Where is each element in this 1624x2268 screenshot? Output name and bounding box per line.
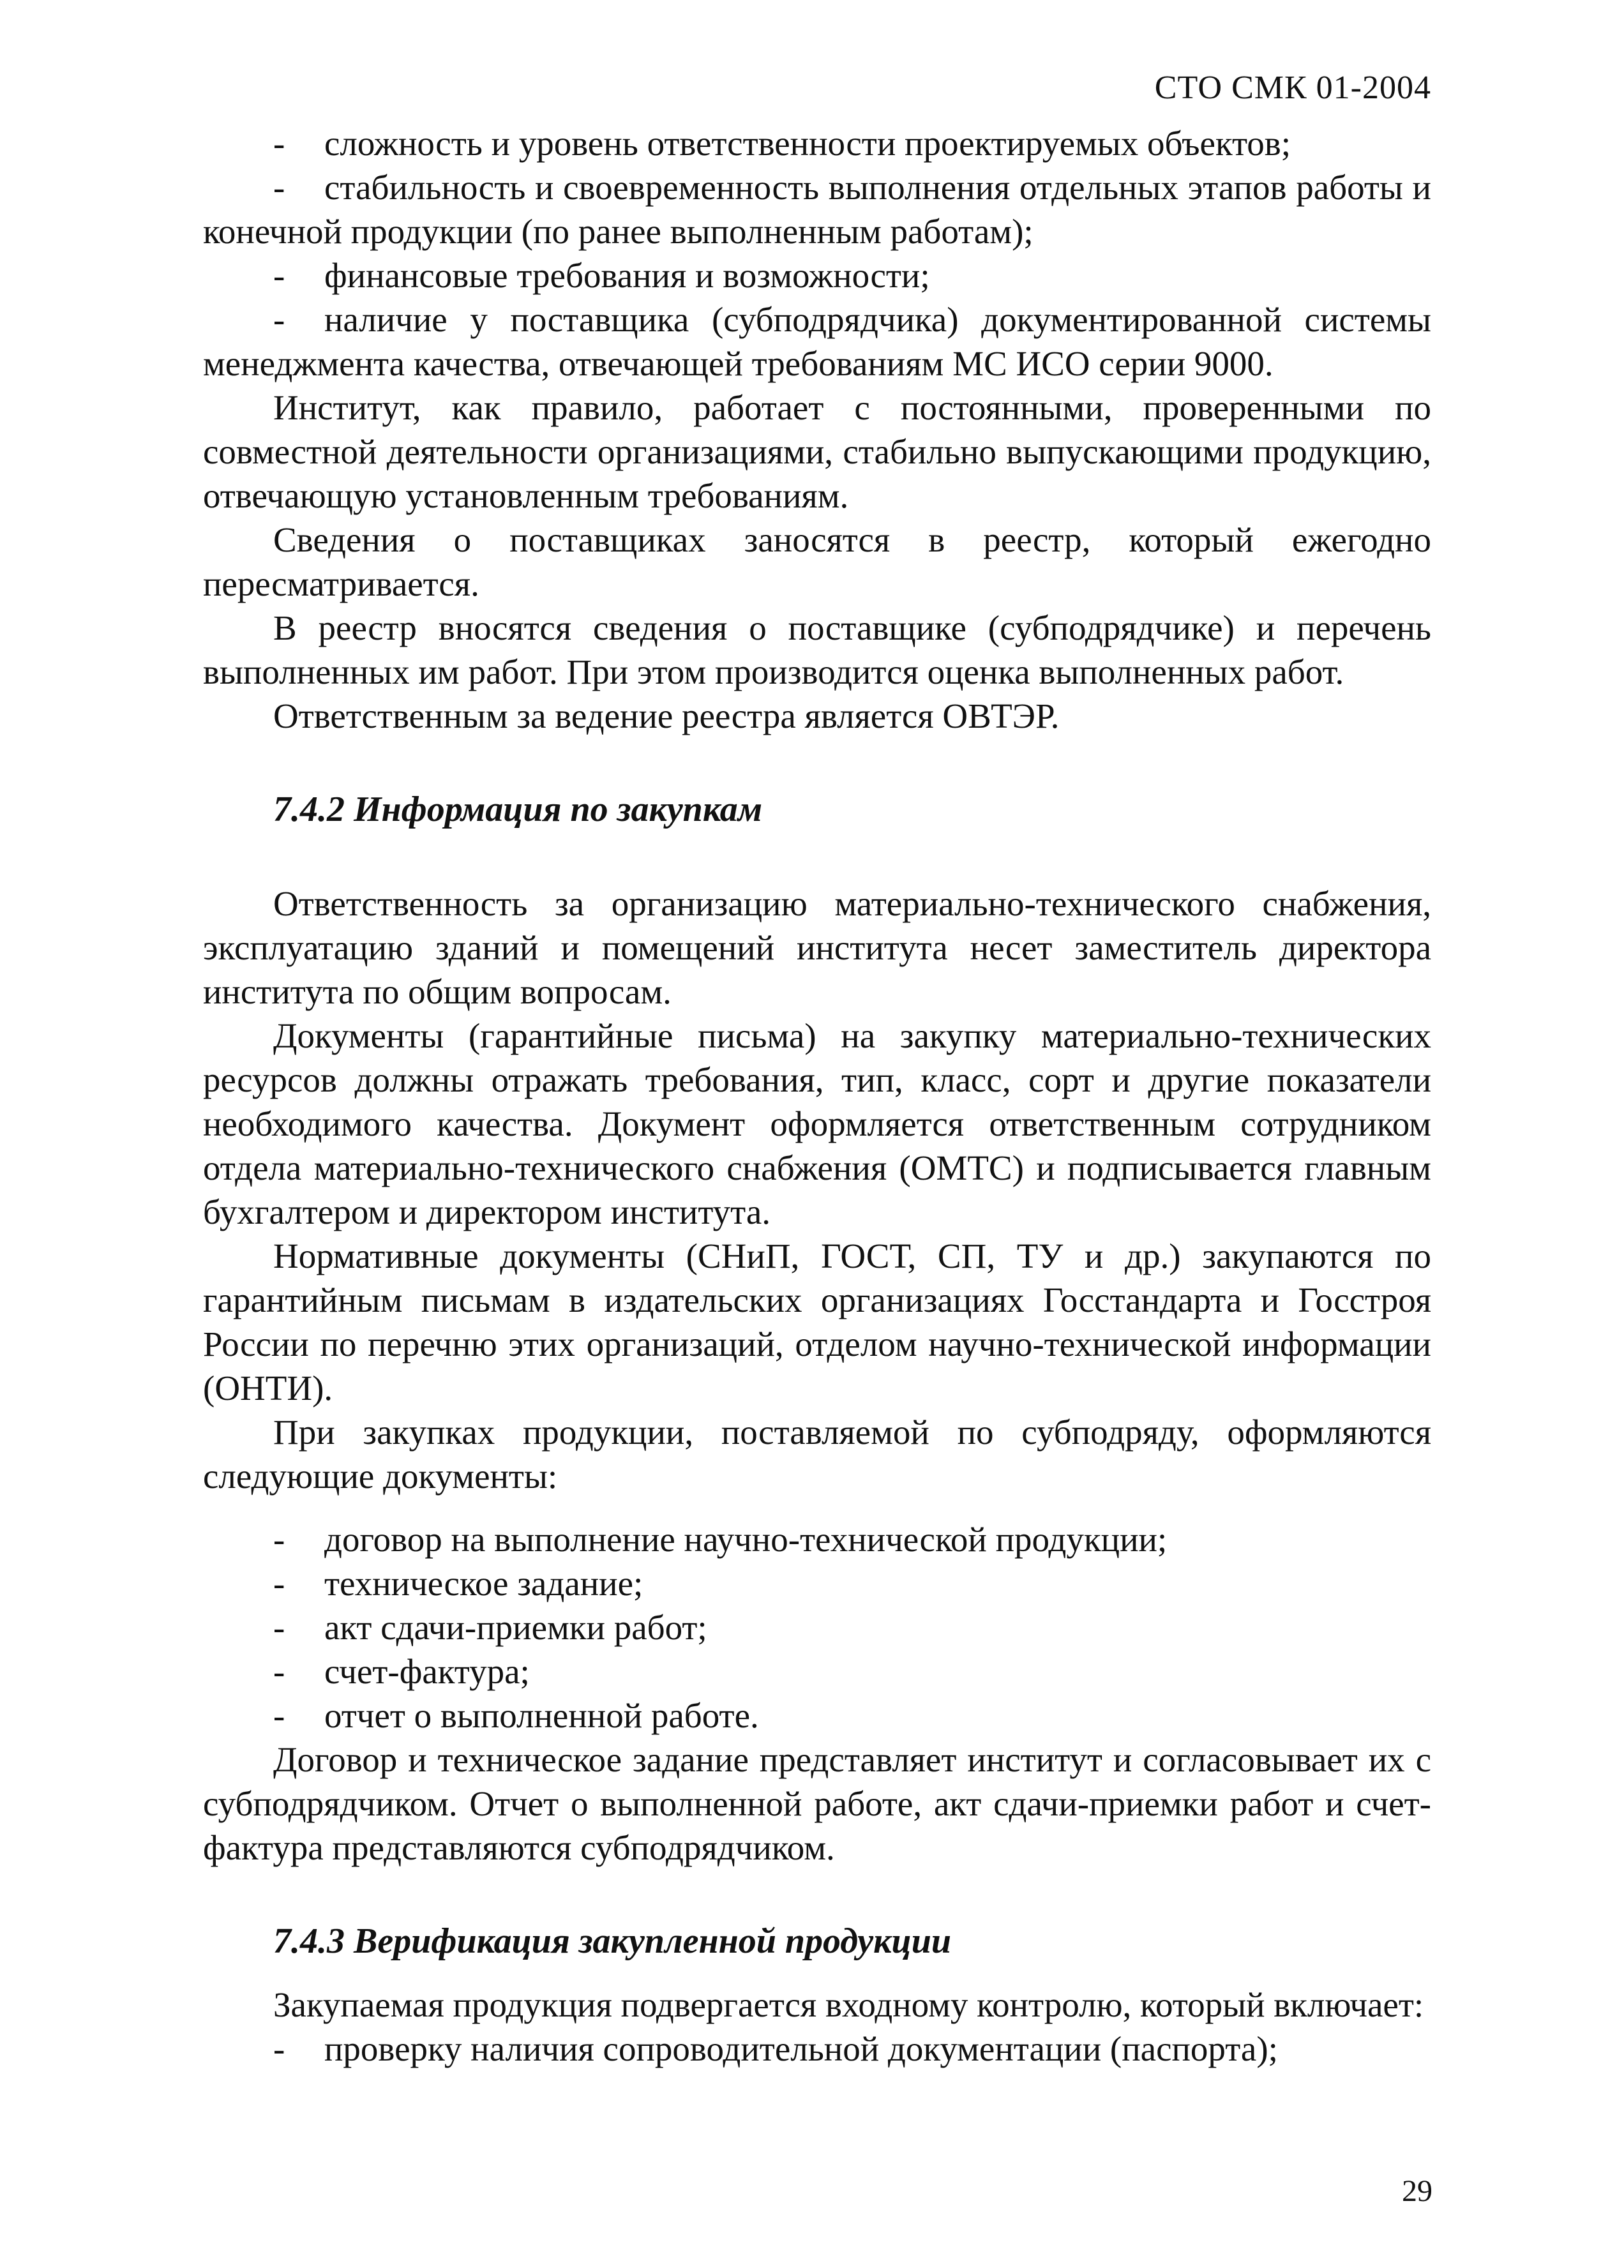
list-item-text: техническое задание;	[324, 1564, 643, 1603]
list-item-text: договор на выполнение научно-технической продукции;	[324, 1520, 1168, 1559]
section-heading-7-4-2: 7.4.2 Информация по закупкам	[273, 790, 763, 829]
list-item	[203, 1561, 1431, 1605]
list-item-text: стабильность и своевременность выполнения отдельных этапов работы и конечной продукции (по ранее выполненным работам);	[203, 168, 1431, 251]
list-item	[203, 165, 1431, 253]
paragraph: Институт, как правило, работает с постоянными, проверенными по совместной деятельности организациями, стабильно выпускающими продукцию, отвечающую установленным требованиям.	[203, 388, 1431, 515]
list-item-text: акт сдачи-приемки работ;	[324, 1608, 707, 1647]
list-item-text: отчет о выполненной работе.	[324, 1696, 759, 1735]
list-item-text: счет-фактура;	[324, 1652, 530, 1691]
paragraph: Нормативные документы (СНиП, ГОСТ, СП, ТУ и др.) закупаются по гарантийным письмам в издательских организациях Госстандарта и Госстроя России по перечню этих организаций, отделом научно-технической информации (ОНТИ).	[203, 1236, 1431, 1408]
bullet-dash: -	[273, 168, 285, 207]
bullet-dash: -	[273, 300, 285, 339]
bullet-dash: -	[273, 256, 285, 295]
bullet-dash: -	[273, 2029, 285, 2068]
list-item-text: финансовые требования и возможности;	[324, 256, 930, 295]
paragraph: Договор и техническое задание представляет институт и согласовывает их с субподрядчиком. Отчет о выполненной работе, акт сдачи-приемки работ и счет-фактура представляются субподрядчиком.	[203, 1740, 1431, 1867]
list-item	[203, 253, 1431, 297]
list-item	[203, 1517, 1431, 1561]
bullet-dash: -	[273, 1652, 285, 1691]
paragraph: Ответственным за ведение реестра является ОВТЭР.	[273, 696, 1060, 735]
list-item	[203, 297, 1431, 386]
list-item	[203, 2027, 1431, 2071]
list-item-text: наличие у поставщика (субподрядчика) документированной системы менеджмента качества, отвечающей требованиям МС ИСО серии 9000.	[203, 300, 1431, 383]
list-item-text: проверку наличия сопроводительной документации (паспорта);	[324, 2029, 1278, 2068]
bullet-dash: -	[273, 1564, 285, 1603]
section-heading-7-4-3: 7.4.3 Верификация закупленной продукции	[273, 1921, 951, 1961]
document-code-header: СТО СМК 01-2004	[1154, 70, 1431, 106]
paragraph: Сведения о поставщиках заносятся в реестр, который ежегодно пересматривается.	[203, 520, 1431, 603]
page-number: 29	[1402, 2174, 1432, 2208]
paragraph: Документы (гарантийные письма) на закупку материально-технических ресурсов должны отражать требования, тип, класс, сорт и другие показатели необходимого качества. Документ оформляется ответственным сотрудником отдела материально-технического снабжения (ОМТС) и подписывается главным бухгалтером и директором института.	[203, 1016, 1431, 1231]
bullet-dash: -	[273, 124, 285, 163]
list-item-text: сложность и уровень ответственности проектируемых объектов;	[324, 124, 1291, 163]
list-item	[203, 1693, 1431, 1738]
list-item	[203, 121, 1431, 165]
page-content	[203, 121, 1431, 2071]
paragraph: При закупках продукции, поставляемой по субподряду, оформляются следующие документы:	[203, 1413, 1431, 1496]
list-item	[203, 1649, 1431, 1693]
paragraph: Ответственность за организацию материально-технического снабжения, эксплуатацию зданий и помещений института несет заместитель директора института по общим вопросам.	[203, 884, 1431, 1011]
bullet-dash: -	[273, 1520, 285, 1559]
paragraph: Закупаемая продукция подвергается входному контролю, который включает:	[273, 1985, 1424, 2024]
bullet-dash: -	[273, 1608, 285, 1647]
paragraph: В реестр вносятся сведения о поставщике (субподрядчике) и перечень выполненных им работ. При этом производится оценка выполненных работ.	[203, 608, 1431, 691]
list-item	[203, 1605, 1431, 1649]
bullet-dash: -	[273, 1696, 285, 1735]
